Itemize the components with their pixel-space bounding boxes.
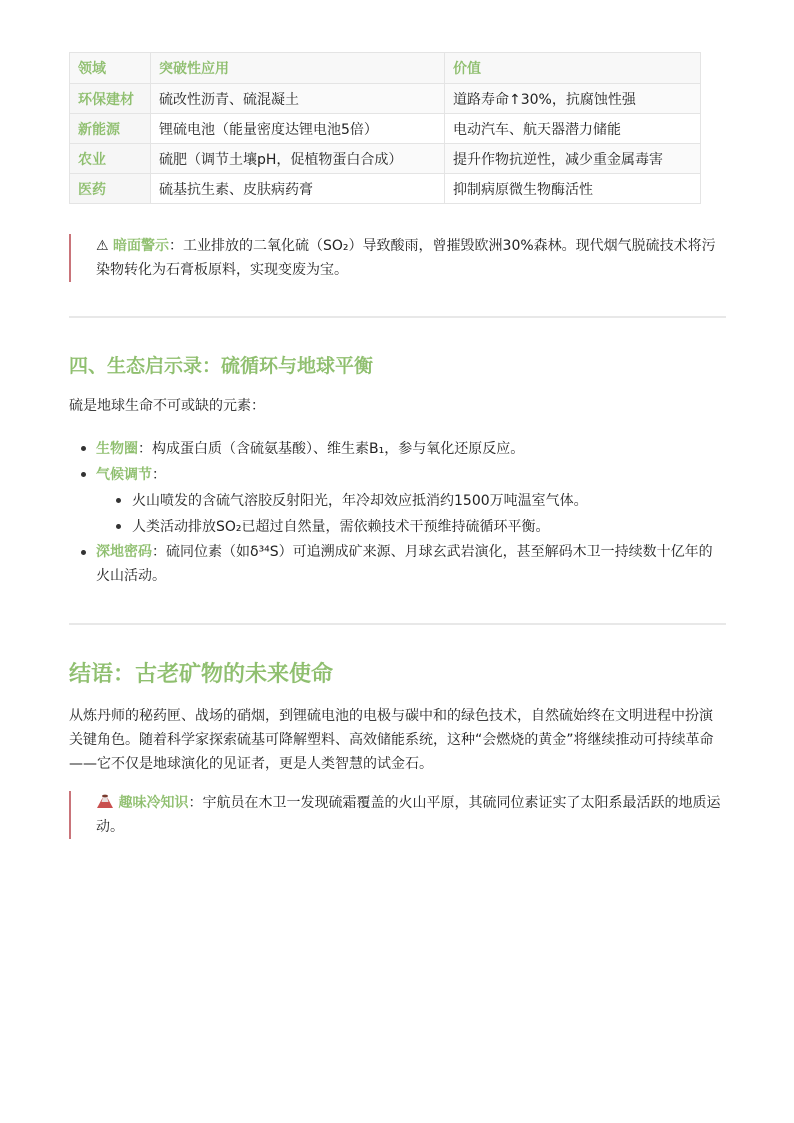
table-cell: 硫改性沥青、硫混凝土 [151,84,445,114]
table-cell: 硫基抗生素、皮肤病药膏 [151,174,445,204]
conclusion-title: 结语：古老矿物的未来使命 [69,662,334,687]
ecology-list [69,436,726,588]
sub-list-item: 火山喷发的含硫气溶胶反射阳光，年冷却效应抵消约1500万吨温室气体。 [96,488,726,514]
table-row [70,84,701,114]
table-header-cell: 领域 [70,53,151,84]
table-cell: 道路寿命↑30%，抗腐蚀性强 [445,84,701,114]
sub-list [96,488,726,540]
fun-fact-callout [69,791,726,839]
list-item [69,540,726,588]
list-item [69,462,726,540]
divider [69,623,726,625]
list-item-text: ： [152,467,166,483]
warning-label: 暗面警示 [113,238,170,254]
fun-fact-text: ：宇航员在木卫一发现硫霜覆盖的火山平原，其硫同位素证实了太阳系最活跃的地质运动。 [96,795,721,835]
divider [69,316,726,318]
table-cell: 硫肥（调节土壤pH，促植物蛋白合成） [151,144,445,174]
table-cell-field: 新能源 [70,114,151,144]
list-item-text: ：构成蛋白质（含硫氨基酸）、维生素B₁，参与氧化还原反应。 [138,441,525,457]
table-row [70,174,701,204]
table-cell-field: 环保建材 [70,84,151,114]
table-header-row [70,53,701,84]
conclusion-text: 从炼丹师的秘药匣、战场的硝烟，到锂硫电池的电极与碳中和的绿色技术，自然硫始终在文明进程中扮演关键角色。随着科学家探索硫基可降解塑料、高效储能系统，这种“会燃烧的黄金”将继续推动可持续革命——它不仅是地球演化的见证者，更是人类智慧的试金石。 [69,708,714,772]
volcano-icon [96,793,114,809]
list-item [69,436,726,462]
table-cell: 抑制病原微生物酶活性 [445,174,701,204]
section-title: 四、生态启示录：硫循环与地球平衡 [69,355,374,377]
table-row [70,144,701,174]
warning-text: ：工业排放的二氧化硫（SO₂）导致酸雨，曾摧毁欧洲30%森林。现代烟气脱硫技术将污染物转化为石膏板原料，实现变废为宝。 [96,238,716,278]
table-header-cell: 突破性应用 [151,53,445,84]
list-item-text: ：硫同位素（如δ³⁴S）可追溯成矿来源、月球玄武岩演化，甚至解码木卫一持续数十亿年的火山活动。 [96,544,713,584]
list-item-label: 深地密码 [96,544,152,560]
table-header-cell: 价值 [445,53,701,84]
table-cell: 锂硫电池（能量密度达锂电池5倍） [151,114,445,144]
list-item-label: 气候调节 [96,467,152,483]
section-intro: 硫是地球生命不可或缺的元素： [69,398,265,414]
warning-callout [69,234,726,282]
list-item-label: 生物圈 [96,441,138,457]
sub-list-item: 人类活动排放SO₂已超过自然量，需依赖技术干预维持硫循环平衡。 [96,514,726,540]
table-cell-field: 农业 [70,144,151,174]
table-cell-field: 医药 [70,174,151,204]
table-cell: 电动汽车、航天器潜力储能 [445,114,701,144]
table-row [70,114,701,144]
warning-icon: ⚠ [96,238,109,254]
fun-fact-label: 趣味冷知识 [118,795,189,811]
applications-table [69,52,701,204]
table-cell: 提升作物抗逆性，减少重金属毒害 [445,144,701,174]
